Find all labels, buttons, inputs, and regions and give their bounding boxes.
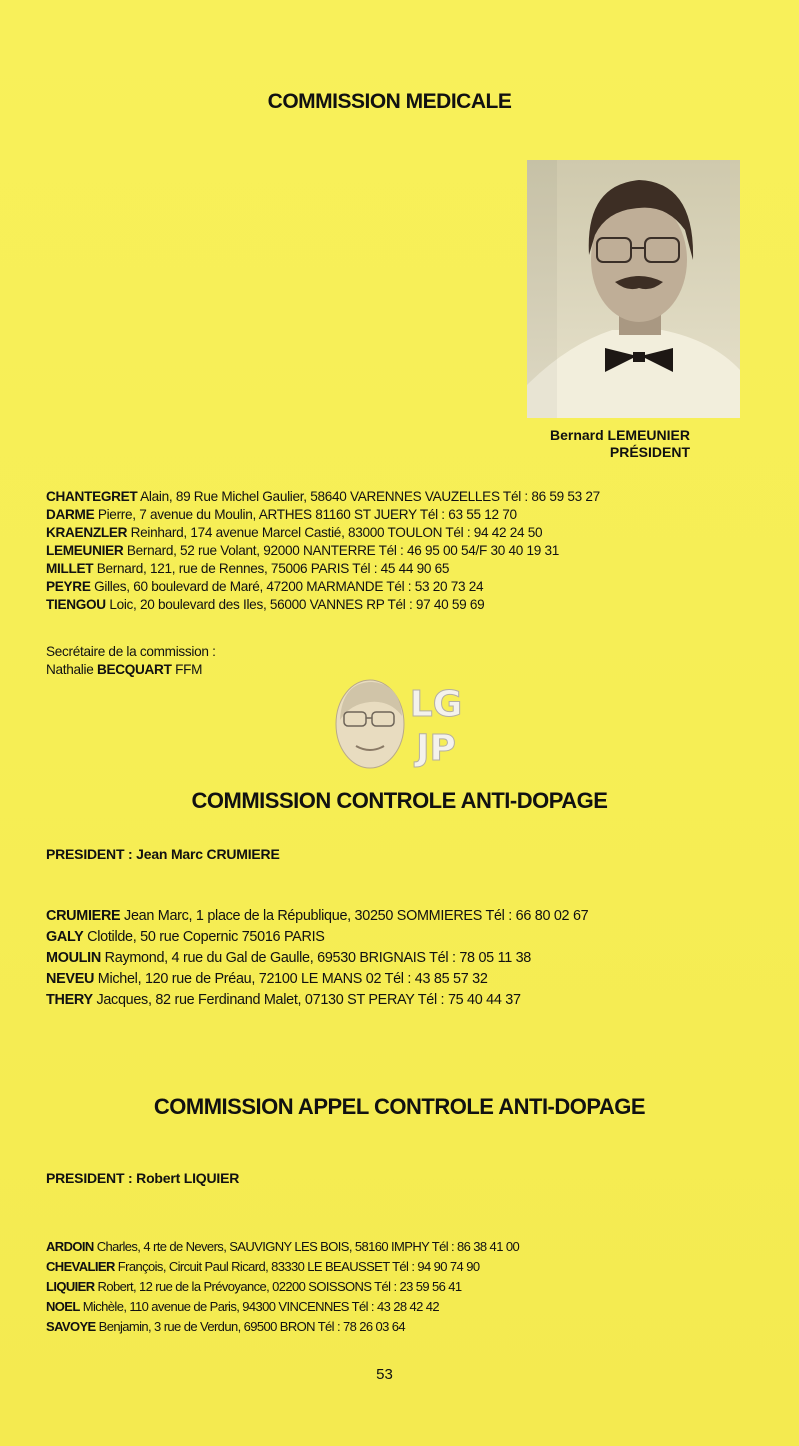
member-row: CHANTEGRET Alain, 89 Rue Michel Gaulier, 58640 VARENNES VAUZELLES Tél : 86 59 53 27 [46, 489, 600, 504]
page-number: 53 [376, 1366, 393, 1383]
section-title-medicale: COMMISSION MEDICALE [267, 90, 512, 113]
member-row: ARDOIN Charles, 4 rte de Nevers, SAUVIGNY LES BOIS, 58160 IMPHY Tél : 86 38 41 00 [46, 1239, 520, 1254]
president-photo [527, 160, 740, 418]
member-row: NOEL Michèle, 110 avenue de Paris, 94300 VINCENNES Tél : 43 28 42 42 [46, 1299, 440, 1314]
caption-role: PRÉSIDENT [609, 444, 690, 460]
logo-text-jp: JP [416, 728, 456, 769]
lgjp-logo [330, 672, 472, 772]
member-row: TIENGOU Loic, 20 boulevard des Iles, 56000 VANNES RP Tél : 97 40 59 69 [46, 597, 485, 612]
member-row: LEMEUNIER Bernard, 52 rue Volant, 92000 NANTERRE Tél : 46 95 00 54/F 30 40 19 31 [46, 543, 559, 558]
member-row: DARME Pierre, 7 avenue du Moulin, ARTHES 81160 ST JUERY Tél : 63 55 12 70 [46, 507, 517, 522]
section-title-anti-dopage: COMMISSION CONTROLE ANTI-DOPAGE [191, 788, 608, 813]
photo-caption [480, 427, 690, 461]
portrait-image [527, 160, 740, 418]
member-row: NEVEU Michel, 120 rue de Préau, 72100 LE MANS 02 Tél : 43 85 57 32 [46, 971, 488, 987]
president-appel-anti-dopage: PRESIDENT : Robert LIQUIER [46, 1170, 240, 1186]
member-row: CRUMIERE Jean Marc, 1 place de la République, 30250 SOMMIERES Tél : 66 80 02 67 [46, 908, 589, 924]
president-anti-dopage: PRESIDENT : Jean Marc CRUMIERE [46, 846, 280, 862]
member-row: SAVOYE Benjamin, 3 rue de Verdun, 69500 BRON Tél : 78 26 03 64 [46, 1319, 406, 1334]
appel-member-list [46, 1237, 519, 1337]
secretary-name: Nathalie BECQUART FFM [46, 662, 203, 677]
member-row: GALY Clotilde, 50 rue Copernic 75016 PARIS [46, 929, 325, 945]
secretary-label: Secrétaire de la commission : [46, 644, 216, 659]
member-row: THERY Jacques, 82 rue Ferdinand Malet, 07130 ST PERAY Tél : 75 40 44 37 [46, 992, 521, 1008]
member-row: CHEVALIER François, Circuit Paul Ricard, 83330 LE BEAUSSET Tél : 94 90 74 90 [46, 1259, 480, 1274]
member-row: MILLET Bernard, 121, rue de Rennes, 75006 PARIS Tél : 45 44 90 65 [46, 561, 450, 576]
member-row: PEYRE Gilles, 60 boulevard de Maré, 47200 MARMANDE Tél : 53 20 73 24 [46, 579, 484, 594]
medicale-member-list [46, 488, 600, 614]
member-row: LIQUIER Robert, 12 rue de la Prévoyance, 02200 SOISSONS Tél : 23 59 56 41 [46, 1279, 462, 1294]
secretary-block [46, 643, 216, 679]
member-row: KRAENZLER Reinhard, 174 avenue Marcel Castié, 83000 TOULON Tél : 94 42 24 50 [46, 525, 543, 540]
caption-name: Bernard LEMEUNIER [549, 427, 690, 443]
member-row: MOULIN Raymond, 4 rue du Gal de Gaulle, 69530 BRIGNAIS Tél : 78 05 11 38 [46, 950, 532, 966]
anti-dopage-member-list [46, 906, 588, 1011]
section-title-appel-anti-dopage: COMMISSION APPEL CONTROLE ANTI-DOPAGE [153, 1094, 646, 1119]
logo-text-lg: LG [409, 684, 463, 725]
